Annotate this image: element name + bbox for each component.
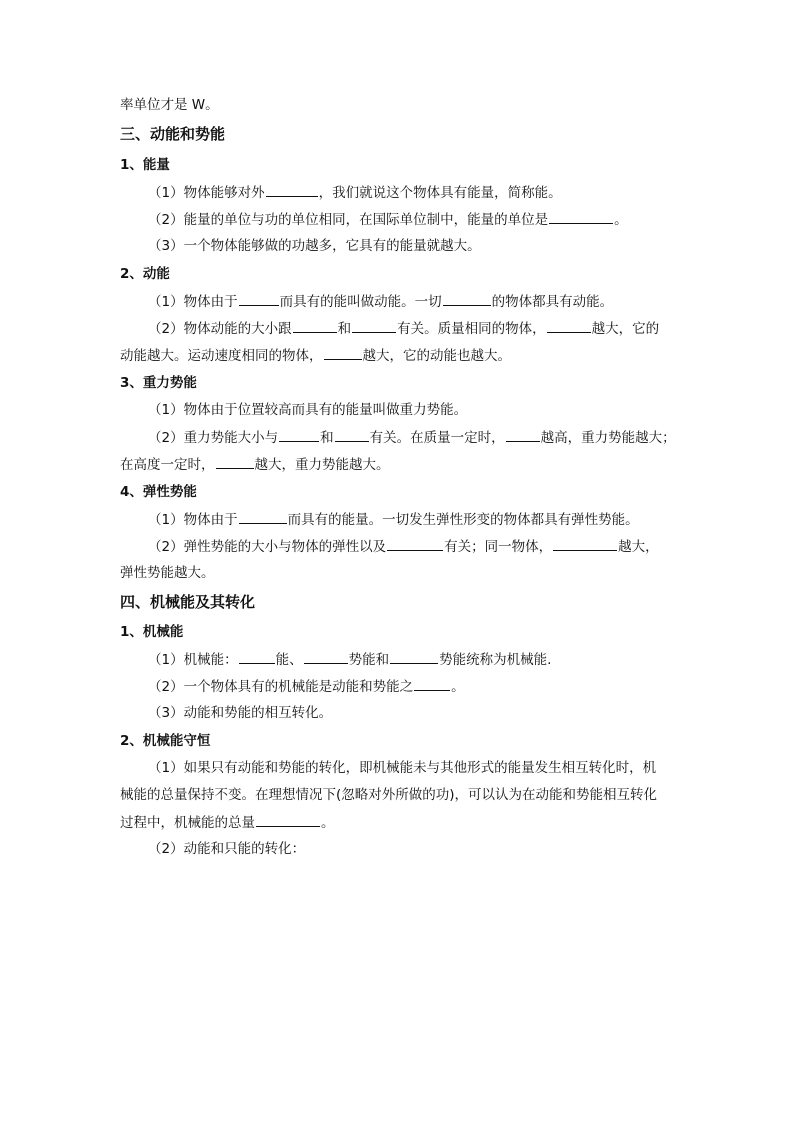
fill-blank[interactable] <box>390 649 438 664</box>
text: （2）一个物体具有的机械能是动能和势能之 <box>148 679 414 695</box>
fill-blank[interactable] <box>256 812 320 827</box>
text: 的物体都具有动能。 <box>491 294 614 310</box>
text: 势能统称为机械能. <box>439 652 552 668</box>
text: 。 <box>614 212 628 228</box>
subsection-heading <box>120 155 170 175</box>
text-line <box>148 509 639 530</box>
fill-blank[interactable] <box>324 345 362 360</box>
text: 弹性势能越大。 <box>120 565 215 581</box>
heading-text: 3、重力势能 <box>120 375 197 391</box>
fill-blank[interactable] <box>549 209 613 224</box>
fill-blank[interactable] <box>293 318 337 333</box>
text-line <box>148 318 659 339</box>
heading-text: 2、动能 <box>120 266 170 282</box>
text: 在高度一定时， <box>120 457 215 473</box>
subsection-heading <box>120 731 210 751</box>
fill-blank[interactable] <box>506 427 540 442</box>
heading-text: 2、机械能守恒 <box>120 733 211 749</box>
fill-blank[interactable] <box>239 649 275 664</box>
subsection-heading <box>120 482 197 502</box>
fill-blank[interactable] <box>387 536 443 551</box>
text: 越大，重力势能越大。 <box>254 457 390 473</box>
text: （2）弹性势能的大小与物体的弹性以及 <box>148 539 387 555</box>
text: 率单位才是 W。 <box>120 97 219 113</box>
fill-blank[interactable] <box>239 509 287 524</box>
text: 械能的总量保持不变。在理想情况下(忽略对外所做的功)，可以认为在动能和势能相互转化 <box>120 787 658 803</box>
text: （1）物体由于 <box>148 294 238 310</box>
fill-blank[interactable] <box>304 649 348 664</box>
heading-text: 四、机械能及其转化 <box>120 593 256 611</box>
text: 势能和 <box>348 652 390 668</box>
text: 过程中，机械能的总量 <box>120 815 255 831</box>
text: 。 <box>321 815 335 831</box>
fill-blank[interactable] <box>414 676 450 691</box>
text-line <box>148 182 562 203</box>
heading-text: 三、动能和势能 <box>120 125 226 143</box>
text-line <box>120 454 390 475</box>
text-line <box>148 649 551 670</box>
text: （1）物体由于 <box>148 512 238 528</box>
text-line <box>120 95 219 115</box>
heading-text: 4、弹性势能 <box>120 484 197 500</box>
text: （2）动能和只能的转化： <box>148 841 306 857</box>
text: （1）如果只有动能和势能的转化，即机械能未与其他形式的能量发生相互转化时，机 <box>148 760 657 776</box>
fill-blank[interactable] <box>216 454 254 469</box>
text: （2）重力势能大小与 <box>148 430 279 446</box>
text-line <box>148 209 628 230</box>
text-line <box>148 676 465 697</box>
text: 越高，重力势能越大； <box>540 430 676 446</box>
text: （1）物体由于位置较高而具有的能量叫做重力势能。 <box>148 402 468 418</box>
text: 而具有的能叫做动能。一切 <box>279 294 442 310</box>
fill-blank[interactable] <box>239 291 279 306</box>
text-line <box>148 427 676 448</box>
heading-text: 1、机械能 <box>120 624 184 640</box>
text: ，我们就说这个物体具有能量，简称能。 <box>318 185 562 201</box>
text: （3）一个物体能够做的功越多，它具有的能量就越大。 <box>148 238 481 254</box>
fill-blank[interactable] <box>443 291 491 306</box>
text-line <box>148 839 305 859</box>
text-line <box>148 236 481 256</box>
section-heading-4 <box>120 592 255 612</box>
text-line <box>120 563 215 583</box>
subsection-heading <box>120 373 197 393</box>
text: 越大， <box>618 539 659 555</box>
fill-blank[interactable] <box>553 536 617 551</box>
text-line <box>148 758 656 778</box>
text: （1）机械能： <box>148 652 238 668</box>
text: （2）能量的单位与功的单位相同，在国际单位制中，能量的单位是 <box>148 212 549 228</box>
subsection-heading <box>120 622 183 642</box>
text: （3）动能和势能的相互转化。 <box>148 705 333 721</box>
heading-text: 1、能量 <box>120 157 170 173</box>
text-line <box>120 812 335 833</box>
section-heading-3 <box>120 124 225 144</box>
text: 有关。在质量一定时， <box>369 430 505 446</box>
fill-blank[interactable] <box>335 427 369 442</box>
text: 能、 <box>275 652 303 668</box>
fill-blank[interactable] <box>279 427 319 442</box>
subsection-heading <box>120 264 170 284</box>
text-line <box>120 345 511 366</box>
text-line <box>148 703 332 723</box>
fill-blank[interactable] <box>352 318 396 333</box>
text: 越大，它的 <box>591 321 660 337</box>
text: 越大，它的动能也越大。 <box>362 348 511 364</box>
text: 和 <box>320 430 334 446</box>
text-line <box>148 536 659 557</box>
text-line <box>148 291 613 312</box>
text-line <box>120 785 657 805</box>
fill-blank[interactable] <box>266 182 318 197</box>
text: 和 <box>337 321 352 337</box>
text: 有关。质量相同的物体， <box>397 321 546 337</box>
text: （1）物体能够对外 <box>148 185 265 201</box>
text: （2）物体动能的大小跟 <box>148 321 292 337</box>
text-line <box>148 400 467 420</box>
text: 。 <box>451 679 465 695</box>
fill-blank[interactable] <box>547 318 591 333</box>
text: 动能越大。运动速度相同的物体， <box>120 348 323 364</box>
text: 而具有的能量。一切发生弹性形变的物体都具有弹性势能。 <box>287 512 639 528</box>
text: 有关；同一物体， <box>444 539 553 555</box>
